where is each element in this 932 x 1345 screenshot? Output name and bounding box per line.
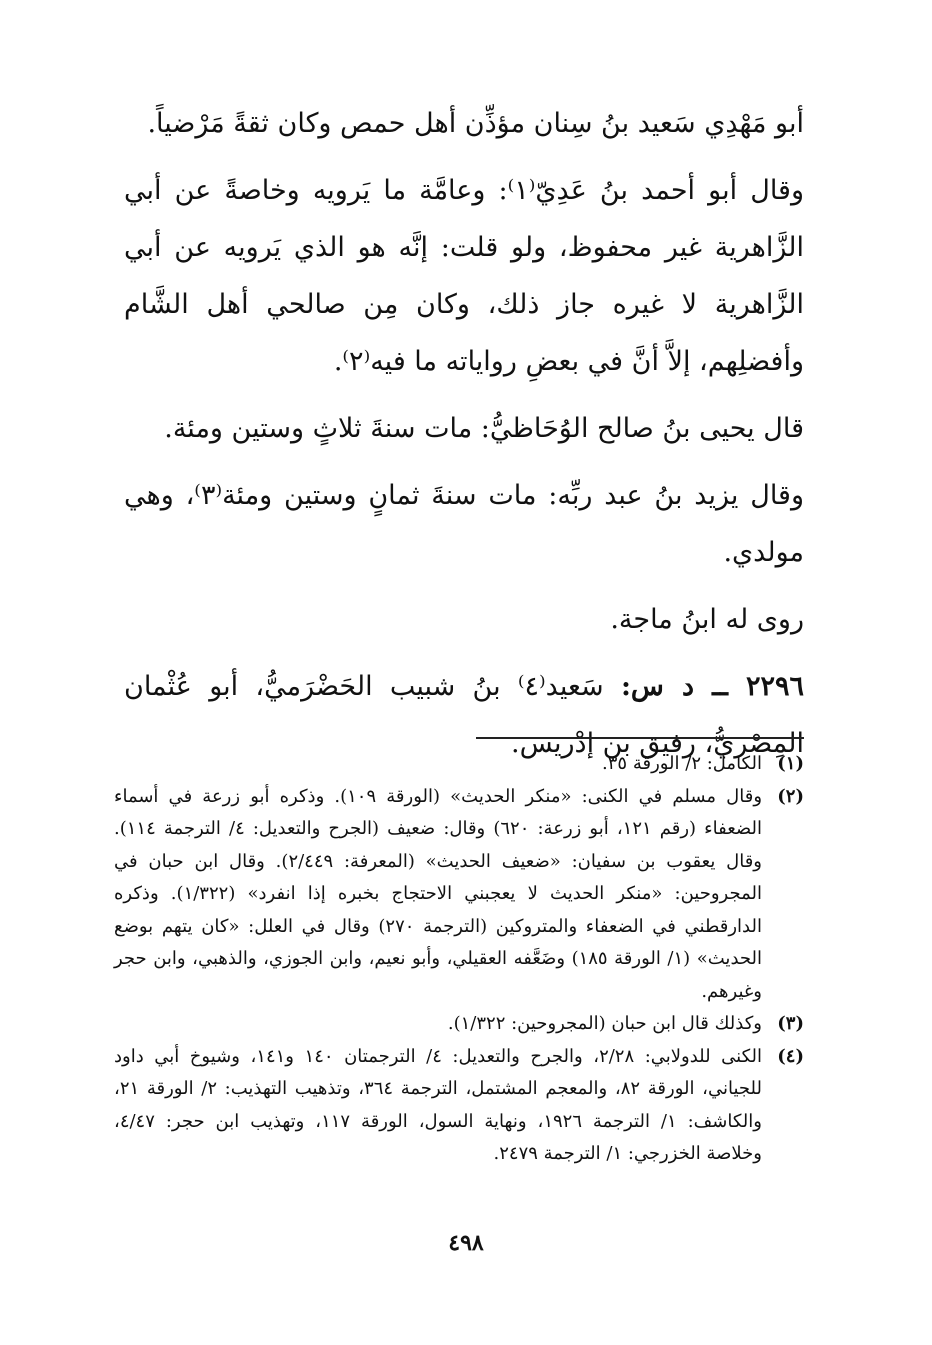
footnote-4 [114,1041,804,1171]
paragraph-5: روى له ابنُ ماجة. [610,604,804,635]
paragraph-4: وقال يزيد بنُ عبد ربِّه: مات سنةَ ثمانٍ وستين ومئة⁽٣⁾، وهي مولدي. [124,480,804,568]
entry-text: سَعيد⁽٤⁾ بنُ شبيب الحَضْرَميُّ، أبو عُثْمان المِصْريُّ، رفيق بن إدْريس. [124,671,804,759]
entry-number: ٢٢٩٦ ــ د س: [620,671,804,702]
paragraph-1: أبو مَهْدِي سَعيد بنُ سِنان مؤذِّن أهل حمص وكان ثقةً مَرْضياً. [147,108,804,139]
main-text [124,95,804,782]
footnotes [114,748,804,1171]
footnote-mark: (١) [777,753,804,774]
footnote-2 [114,781,804,1009]
footnote-text: وقال مسلم في الكنى: «منكر الحديث» (الورقة ١٠٩). وذكره أبو زرعة في أسماء الضعفاء (رقم ١٢١، أبو زرعة: ٦٢٠) وقال: ضعيف (الجرح والتعديل: ٤/ الترجمة ١١٤). وقال يعقوب بن سفيان: «ضعيف الحديث» (المعرفة: ٢/٤٤٩). وقال ابن حبان في المجروحين: «منكر الحديث لا يعجبني الاحتجاج بخبره إذا انفرد» (١/٣٢٢). وذكره الدارقطني في الضعفاء والمتروكين (الترجمة ٢٧٠) وقال في العلل: «كان يتهم بوضع الحديث» (١/ الورقة ١٨٥) وضَعَّفه العقيلي، وأبو نعيم، وابن الجوزي، والذهبي، وابن حجر وغيرهم. [114,785,763,1002]
footnote-1 [114,748,804,781]
footnote-mark: (٣) [777,1013,804,1034]
footnote-mark: (٤) [777,1045,804,1067]
footnote-text: الكامل: ٢/ الورقة ٣٥. [602,753,762,774]
paragraph-3: قال يحيى بنُ صالح الوُحَاظيُّ: مات سنةَ ثلاثٍ وستين ومئة. [164,413,804,444]
paragraph-2: وقال أبو أحمد بنُ عَدِيّ⁽١⁾: وعامَّة ما يَرويه وخاصةً عن أبي الزَّاهرية غير محفوظ، ولو قلت: إنَّه هو الذي يَرويه عن أبي الزَّاهرية لا غيره جاز ذلك، وكان مِن صالحي أهل الشَّام وأفضلِهم، إلاَّ أنَّ في بعضِ رواياته ما فيه⁽٢⁾. [124,175,804,377]
footnote-text: وكذلك قال ابن حبان (المجروحين: ١/٣٢٢). [447,1013,762,1034]
footnote-divider [476,737,804,739]
footnote-text: الكنى للدولابي: ٢/٢٨، والجرح والتعديل: ٤/ الترجمتان ١٤٠ و١٤١، وشيوخ أبي داود للجياني، الورقة ٨٢، والمعجم المشتمل، الترجمة ٣٦٤، وتذهيب التهذيب: ٢/ الورقة ٢١، والكاشف: ١/ الترجمة ١٩٢٦، ونهاية السول، الورقة ١١٧، وتهذيب ابن حجر: ٤/٤٧، وخلاصة الخزرجي: ١/ الترجمة ٢٤٧٩. [114,1045,763,1164]
footnote-mark: (٢) [777,785,804,807]
footnote-3 [114,1008,804,1041]
page-number: ٤٩٨ [448,1230,484,1256]
